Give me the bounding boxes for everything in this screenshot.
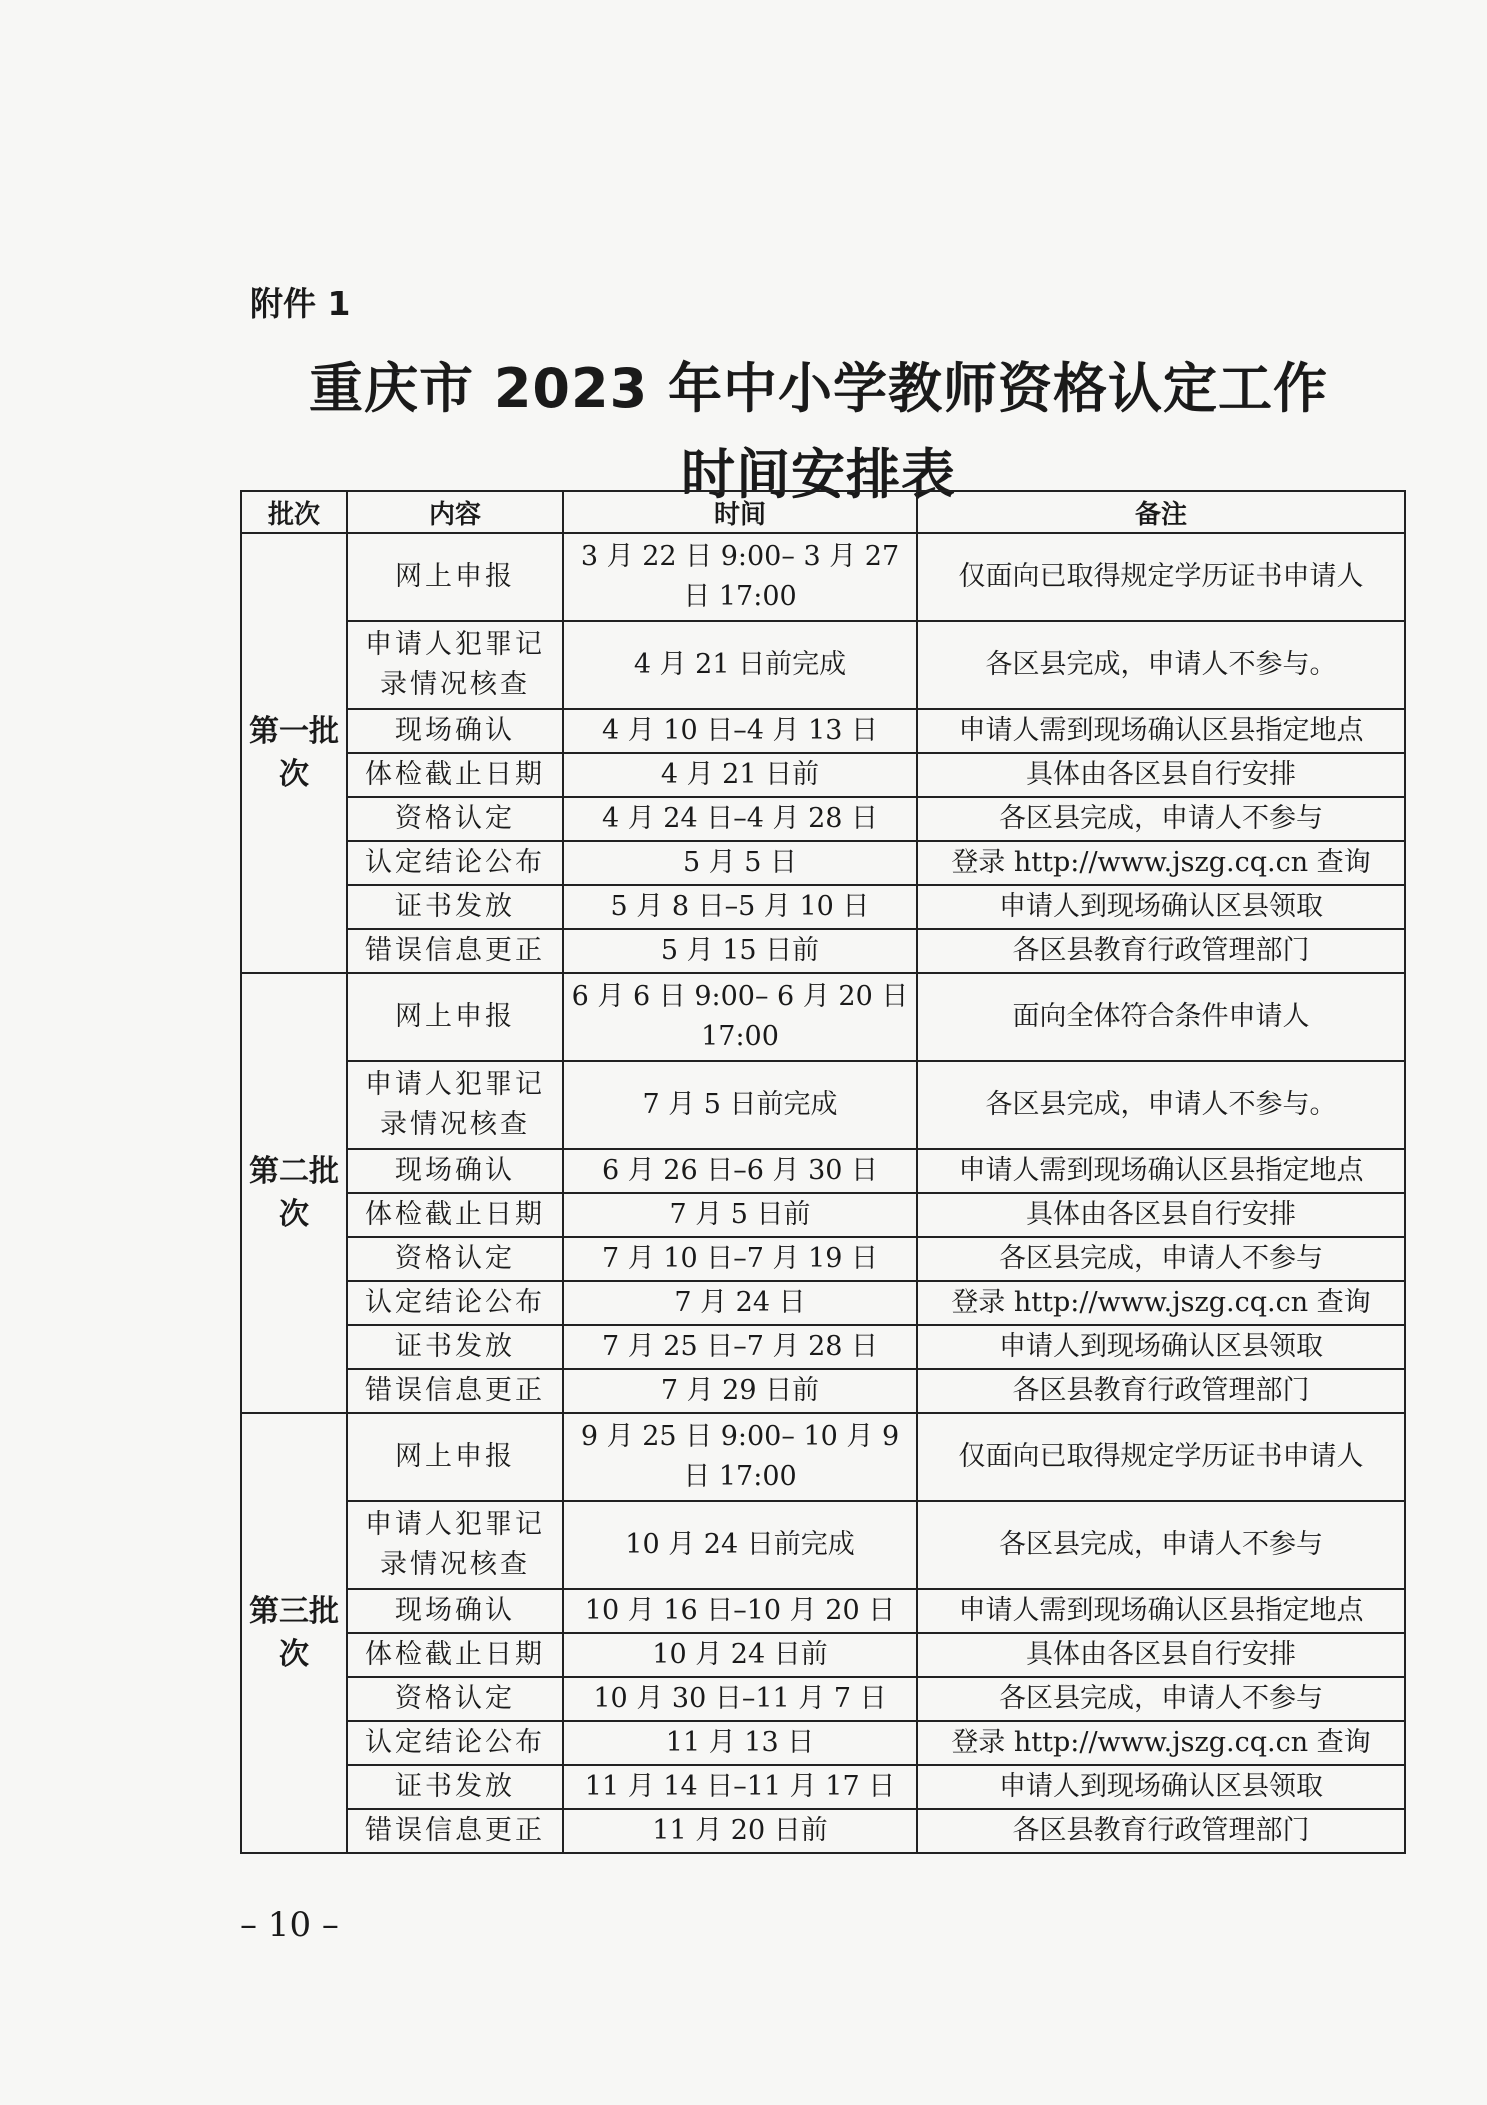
note-cell: 申请人需到现场确认区县指定地点: [917, 709, 1405, 753]
time-cell: 7 月 5 日前完成: [563, 1061, 917, 1149]
time-cell: 5 月 8 日–5 月 10 日: [563, 885, 917, 929]
content-cell: 认定结论公布: [347, 1281, 563, 1325]
table-row: [241, 841, 1405, 885]
note-cell: 具体由各区县自行安排: [917, 1193, 1405, 1237]
table-row: [241, 533, 1405, 621]
note-cell: 各区县完成，申请人不参与: [917, 797, 1405, 841]
table-row: [241, 929, 1405, 973]
note-cell: 具体由各区县自行安排: [917, 1633, 1405, 1677]
table-header-row: [241, 491, 1405, 533]
note-cell: 各区县完成，申请人不参与。: [917, 621, 1405, 709]
note-cell: 申请人到现场确认区县领取: [917, 1765, 1405, 1809]
table-row: [241, 1237, 1405, 1281]
page-number: – 10 –: [240, 1905, 339, 1945]
time-cell: 10 月 24 日前完成: [563, 1501, 917, 1589]
content-cell: 错误信息更正: [347, 1369, 563, 1413]
table-row: [241, 1413, 1405, 1501]
table-row: [241, 1325, 1405, 1369]
note-cell: 申请人需到现场确认区县指定地点: [917, 1589, 1405, 1633]
time-cell: 6 月 6 日 9:00– 6 月 20 日 17:00: [563, 973, 917, 1061]
content-cell: 现场确认: [347, 709, 563, 753]
time-cell: 7 月 10 日–7 月 19 日: [563, 1237, 917, 1281]
content-cell: 现场确认: [347, 1589, 563, 1633]
content-cell: 申请人犯罪记录情况核查: [347, 1061, 563, 1149]
note-cell: 仅面向已取得规定学历证书申请人: [917, 533, 1405, 621]
table-row: [241, 885, 1405, 929]
time-cell: 6 月 26 日–6 月 30 日: [563, 1149, 917, 1193]
note-cell: 登录 http://www.jszg.cq.cn 查询: [917, 1281, 1405, 1325]
time-cell: 4 月 21 日前完成: [563, 621, 917, 709]
time-cell: 10 月 24 日前: [563, 1633, 917, 1677]
time-cell: 7 月 24 日: [563, 1281, 917, 1325]
time-cell: 3 月 22 日 9:00– 3 月 27 日 17:00: [563, 533, 917, 621]
note-cell: 面向全体符合条件申请人: [917, 973, 1405, 1061]
time-cell: 7 月 29 日前: [563, 1369, 917, 1413]
schedule-table: [240, 490, 1406, 1854]
batch-label: 第一批次: [241, 533, 347, 973]
content-cell: 网上申报: [347, 533, 563, 621]
note-cell: 仅面向已取得规定学历证书申请人: [917, 1413, 1405, 1501]
content-cell: 资格认定: [347, 797, 563, 841]
content-cell: 证书发放: [347, 1765, 563, 1809]
time-cell: 9 月 25 日 9:00– 10 月 9 日 17:00: [563, 1413, 917, 1501]
table-row: [241, 1193, 1405, 1237]
note-cell: 各区县完成，申请人不参与: [917, 1237, 1405, 1281]
header-note: 备注: [917, 491, 1405, 533]
note-cell: 各区县完成，申请人不参与: [917, 1677, 1405, 1721]
batch-label: 第三批次: [241, 1413, 347, 1853]
table-row: [241, 797, 1405, 841]
time-cell: 4 月 24 日–4 月 28 日: [563, 797, 917, 841]
table-row: [241, 1677, 1405, 1721]
table-row: [241, 1061, 1405, 1149]
content-cell: 错误信息更正: [347, 929, 563, 973]
time-cell: 5 月 15 日前: [563, 929, 917, 973]
time-cell: 4 月 10 日–4 月 13 日: [563, 709, 917, 753]
time-cell: 10 月 30 日–11 月 7 日: [563, 1677, 917, 1721]
note-cell: 各区县教育行政管理部门: [917, 1809, 1405, 1853]
table-row: [241, 1281, 1405, 1325]
table-row: [241, 1765, 1405, 1809]
content-cell: 体检截止日期: [347, 1633, 563, 1677]
note-cell: 申请人到现场确认区县领取: [917, 1325, 1405, 1369]
table-row: [241, 753, 1405, 797]
table-row: [241, 709, 1405, 753]
document-title-line1: 重庆市 2023 年中小学教师资格认定工作: [309, 357, 1328, 420]
batch-label: 第二批次: [241, 973, 347, 1413]
note-cell: 各区县完成，申请人不参与: [917, 1501, 1405, 1589]
table-row: [241, 1501, 1405, 1589]
content-cell: 体检截止日期: [347, 753, 563, 797]
content-cell: 网上申报: [347, 1413, 563, 1501]
note-cell: 登录 http://www.jszg.cq.cn 查询: [917, 841, 1405, 885]
header-time: 时间: [563, 491, 917, 533]
note-cell: 各区县完成，申请人不参与。: [917, 1061, 1405, 1149]
table-row: [241, 621, 1405, 709]
note-cell: 申请人需到现场确认区县指定地点: [917, 1149, 1405, 1193]
content-cell: 网上申报: [347, 973, 563, 1061]
content-cell: 认定结论公布: [347, 841, 563, 885]
time-cell: 11 月 14 日–11 月 17 日: [563, 1765, 917, 1809]
content-cell: 证书发放: [347, 885, 563, 929]
attachment-label: 附件 1: [250, 284, 351, 323]
content-cell: 认定结论公布: [347, 1721, 563, 1765]
content-cell: 现场确认: [347, 1149, 563, 1193]
table-row: [241, 1369, 1405, 1413]
note-cell: 各区县教育行政管理部门: [917, 929, 1405, 973]
table-row: [241, 1149, 1405, 1193]
time-cell: 7 月 25 日–7 月 28 日: [563, 1325, 917, 1369]
time-cell: 4 月 21 日前: [563, 753, 917, 797]
note-cell: 申请人到现场确认区县领取: [917, 885, 1405, 929]
content-cell: 申请人犯罪记录情况核查: [347, 621, 563, 709]
time-cell: 11 月 20 日前: [563, 1809, 917, 1853]
content-cell: 证书发放: [347, 1325, 563, 1369]
content-cell: 错误信息更正: [347, 1809, 563, 1853]
table-row: [241, 1633, 1405, 1677]
table-body: [241, 533, 1405, 1853]
table-row: [241, 1809, 1405, 1853]
time-cell: 10 月 16 日–10 月 20 日: [563, 1589, 917, 1633]
time-cell: 11 月 13 日: [563, 1721, 917, 1765]
table-row: [241, 1589, 1405, 1633]
content-cell: 资格认定: [347, 1677, 563, 1721]
time-cell: 5 月 5 日: [563, 841, 917, 885]
table-row: [241, 1721, 1405, 1765]
content-cell: 体检截止日期: [347, 1193, 563, 1237]
document-title-line2: 时间安排表: [681, 443, 956, 506]
header-content: 内容: [347, 491, 563, 533]
header-batch: 批次: [241, 491, 347, 533]
time-cell: 7 月 5 日前: [563, 1193, 917, 1237]
note-cell: 登录 http://www.jszg.cq.cn 查询: [917, 1721, 1405, 1765]
note-cell: 各区县教育行政管理部门: [917, 1369, 1405, 1413]
table-row: [241, 973, 1405, 1061]
content-cell: 资格认定: [347, 1237, 563, 1281]
note-cell: 具体由各区县自行安排: [917, 753, 1405, 797]
content-cell: 申请人犯罪记录情况核查: [347, 1501, 563, 1589]
